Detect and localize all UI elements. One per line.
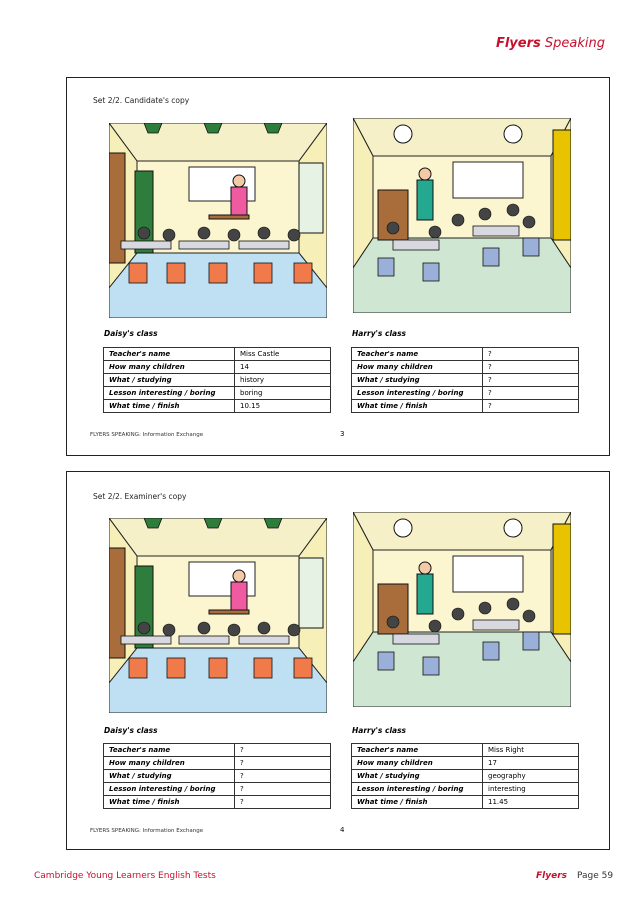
row-key: What time / finish xyxy=(352,796,483,809)
table-row xyxy=(352,796,579,809)
daisy-class-title: Daisy's class xyxy=(104,726,158,735)
table-row xyxy=(104,348,331,361)
row-key: What / studying xyxy=(352,374,483,387)
row-value: ? xyxy=(235,770,331,783)
daisy-class-title: Daisy's class xyxy=(104,329,158,338)
row-key: Lesson interesting / boring xyxy=(104,783,235,796)
row-key: What / studying xyxy=(104,770,235,783)
candidate-copy-panel xyxy=(66,77,610,456)
harry-class-title: Harry's class xyxy=(352,329,407,338)
row-value: 11.45 xyxy=(483,796,579,809)
harry-class-title: Harry's class xyxy=(352,726,407,735)
row-key: Lesson interesting / boring xyxy=(352,783,483,796)
row-key: What time / finish xyxy=(352,400,483,413)
table-row xyxy=(104,744,331,757)
row-key: How many children xyxy=(104,361,235,374)
table-row xyxy=(352,770,579,783)
table-row xyxy=(352,361,579,374)
row-value: ? xyxy=(483,361,579,374)
row-value: ? xyxy=(483,387,579,400)
row-value: geography xyxy=(483,770,579,783)
table-row xyxy=(104,400,331,413)
row-key: Teacher's name xyxy=(352,348,483,361)
set-label: Set 2/2. Examiner's copy xyxy=(93,492,187,501)
row-value: Miss Right xyxy=(483,744,579,757)
row-key: Teacher's name xyxy=(104,348,235,361)
panel-page-number: 3 xyxy=(340,430,345,438)
row-value: ? xyxy=(235,757,331,770)
row-key: Teacher's name xyxy=(104,744,235,757)
table-row xyxy=(104,374,331,387)
row-key: Lesson interesting / boring xyxy=(352,387,483,400)
row-key: What / studying xyxy=(104,374,235,387)
table-row xyxy=(352,783,579,796)
row-value: ? xyxy=(483,374,579,387)
row-value: ? xyxy=(235,744,331,757)
panel-footer-note: FLYERS SPEAKING: Information Exchange xyxy=(90,432,204,438)
daisy-classroom-illustration xyxy=(109,518,327,713)
publisher-footer: Cambridge Young Learners English Tests xyxy=(34,871,216,881)
daisy-classroom-illustration xyxy=(109,123,327,318)
page-number: Page 59 xyxy=(577,871,614,881)
table-row xyxy=(104,387,331,400)
table-row xyxy=(352,387,579,400)
row-key: What time / finish xyxy=(104,796,235,809)
row-key: Teacher's name xyxy=(352,744,483,757)
row-value: ? xyxy=(235,796,331,809)
harry-classroom-illustration xyxy=(353,118,571,313)
row-key: What time / finish xyxy=(104,400,235,413)
header-brand: Flyers xyxy=(495,36,541,51)
table-row xyxy=(104,770,331,783)
table-row xyxy=(352,348,579,361)
examiner-copy-panel xyxy=(66,471,610,850)
header-section: Speaking xyxy=(544,36,605,51)
row-key: How many children xyxy=(104,757,235,770)
row-value: history xyxy=(235,374,331,387)
harry-info-table xyxy=(351,743,579,809)
panel-page-number: 4 xyxy=(340,826,345,834)
table-row xyxy=(352,374,579,387)
row-key: What / studying xyxy=(352,770,483,783)
row-value: boring xyxy=(235,387,331,400)
footer-brand: Flyers xyxy=(536,871,567,881)
set-label: Set 2/2. Candidate's copy xyxy=(93,96,190,105)
row-value: ? xyxy=(483,400,579,413)
row-value: 10.15 xyxy=(235,400,331,413)
table-row xyxy=(352,744,579,757)
row-value: ? xyxy=(235,783,331,796)
row-value: ? xyxy=(483,348,579,361)
panel-footer-note: FLYERS SPEAKING: Information Exchange xyxy=(90,828,204,834)
harry-info-table xyxy=(351,347,579,413)
row-key: How many children xyxy=(352,361,483,374)
daisy-info-table xyxy=(103,743,331,809)
daisy-info-table xyxy=(103,347,331,413)
table-row xyxy=(352,757,579,770)
table-row xyxy=(104,361,331,374)
row-value: 17 xyxy=(483,757,579,770)
table-row xyxy=(104,757,331,770)
table-row xyxy=(104,783,331,796)
table-row xyxy=(104,796,331,809)
harry-classroom-illustration xyxy=(353,512,571,707)
row-value: interesting xyxy=(483,783,579,796)
row-key: How many children xyxy=(352,757,483,770)
row-key: Lesson interesting / boring xyxy=(104,387,235,400)
page-header xyxy=(496,36,605,51)
row-value: Miss Castle xyxy=(235,348,331,361)
row-value: 14 xyxy=(235,361,331,374)
table-row xyxy=(352,400,579,413)
